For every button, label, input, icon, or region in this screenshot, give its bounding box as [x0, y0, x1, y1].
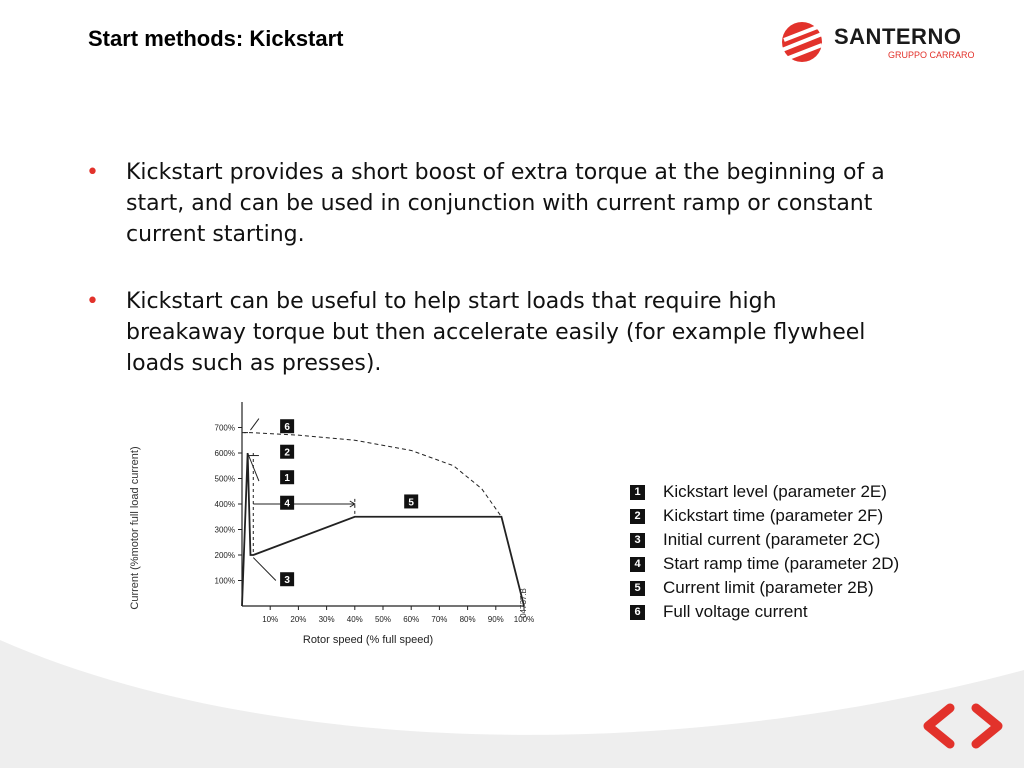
legend-item	[630, 552, 899, 576]
legend-item	[630, 576, 899, 600]
legend-label: Start ramp time (parameter 2D)	[663, 554, 900, 573]
x-tick-label: 80%	[459, 615, 476, 624]
y-tick-label: 500%	[214, 474, 235, 484]
legend-label: Current limit (parameter 2B)	[663, 578, 874, 597]
chart-marker-label: 5	[408, 497, 414, 509]
santerno-stripes-logo-icon	[776, 18, 832, 68]
x-tick-label: 20%	[290, 615, 307, 624]
chevron-right-icon[interactable]	[964, 702, 1008, 750]
y-tick-label: 100%	[214, 576, 235, 586]
bullet-item	[86, 286, 886, 379]
bullet-item	[86, 157, 886, 250]
y-tick-label: 200%	[214, 551, 235, 560]
slide-navigation	[918, 702, 1008, 750]
bullet-dot-icon: •	[86, 160, 99, 185]
logo-subtitle: GRUPPO CARRARO	[888, 50, 975, 60]
legend-item	[630, 480, 899, 504]
x-axis-label: Rotor speed (% full speed)	[302, 634, 434, 646]
chart-marker-label: 2	[284, 447, 290, 459]
legend-label: Kickstart level (parameter 2E)	[663, 482, 887, 501]
x-tick-label: 10%	[262, 615, 279, 624]
y-tick-label: 300%	[214, 525, 235, 535]
legend-number-badge: 6	[630, 605, 645, 620]
legend-item	[630, 528, 899, 552]
legend-item	[630, 504, 899, 528]
legend-label: Initial current (parameter 2C)	[663, 530, 881, 549]
x-tick-label: 60%	[403, 615, 420, 624]
chart-marker-label: 1	[284, 473, 290, 485]
x-tick-label: 70%	[431, 615, 448, 624]
y-tick-label: 600%	[214, 449, 235, 458]
bullet-dot-icon: •	[86, 289, 99, 314]
chart-legend	[630, 480, 899, 624]
callout-leader	[250, 419, 258, 430]
callout-leader	[253, 558, 276, 581]
legend-number-badge: 3	[630, 533, 645, 548]
chart-marker-label: 6	[284, 422, 290, 434]
bullet-text: Kickstart can be useful to help start loads that require high breakaway torque but then accelerate easily (for example flywheel loads such as presses).	[126, 289, 866, 376]
x-tick-label: 40%	[346, 615, 363, 624]
legend-label: Kickstart time (parameter 2F)	[663, 506, 884, 525]
bullet-list	[86, 157, 886, 415]
x-tick-label: 30%	[318, 615, 335, 624]
legend-item	[630, 600, 899, 624]
figure-id: 04737.B	[519, 588, 528, 618]
y-axis-label: Current (%motor full load current)	[129, 446, 141, 610]
x-tick-label: 100%	[513, 615, 535, 624]
logo-name: SANTERNO	[834, 24, 962, 49]
legend-number-badge: 5	[630, 581, 645, 596]
legend-number-badge: 4	[630, 557, 645, 572]
x-tick-label: 50%	[374, 615, 392, 624]
legend-label: Full voltage current	[663, 602, 808, 621]
x-tick-label: 90%	[487, 615, 504, 624]
santerno-logo	[776, 18, 976, 68]
chevron-left-icon[interactable]	[918, 702, 962, 750]
bullet-text: Kickstart provides a short boost of extra torque at the beginning of a start, and can be used in conjunction with current ramp or constant current starting.	[126, 160, 885, 247]
callout-leader	[248, 453, 259, 481]
legend-number-badge: 2	[630, 509, 645, 524]
page-title: Start methods: Kickstart	[88, 26, 344, 51]
y-tick-label: 400%	[214, 500, 235, 509]
chart-marker-label: 3	[284, 575, 290, 587]
y-tick-label: 700%	[214, 423, 235, 433]
kickstart-current-chart	[120, 398, 540, 648]
legend-number-badge: 1	[630, 485, 645, 500]
chart-marker-label: 4	[284, 498, 290, 510]
